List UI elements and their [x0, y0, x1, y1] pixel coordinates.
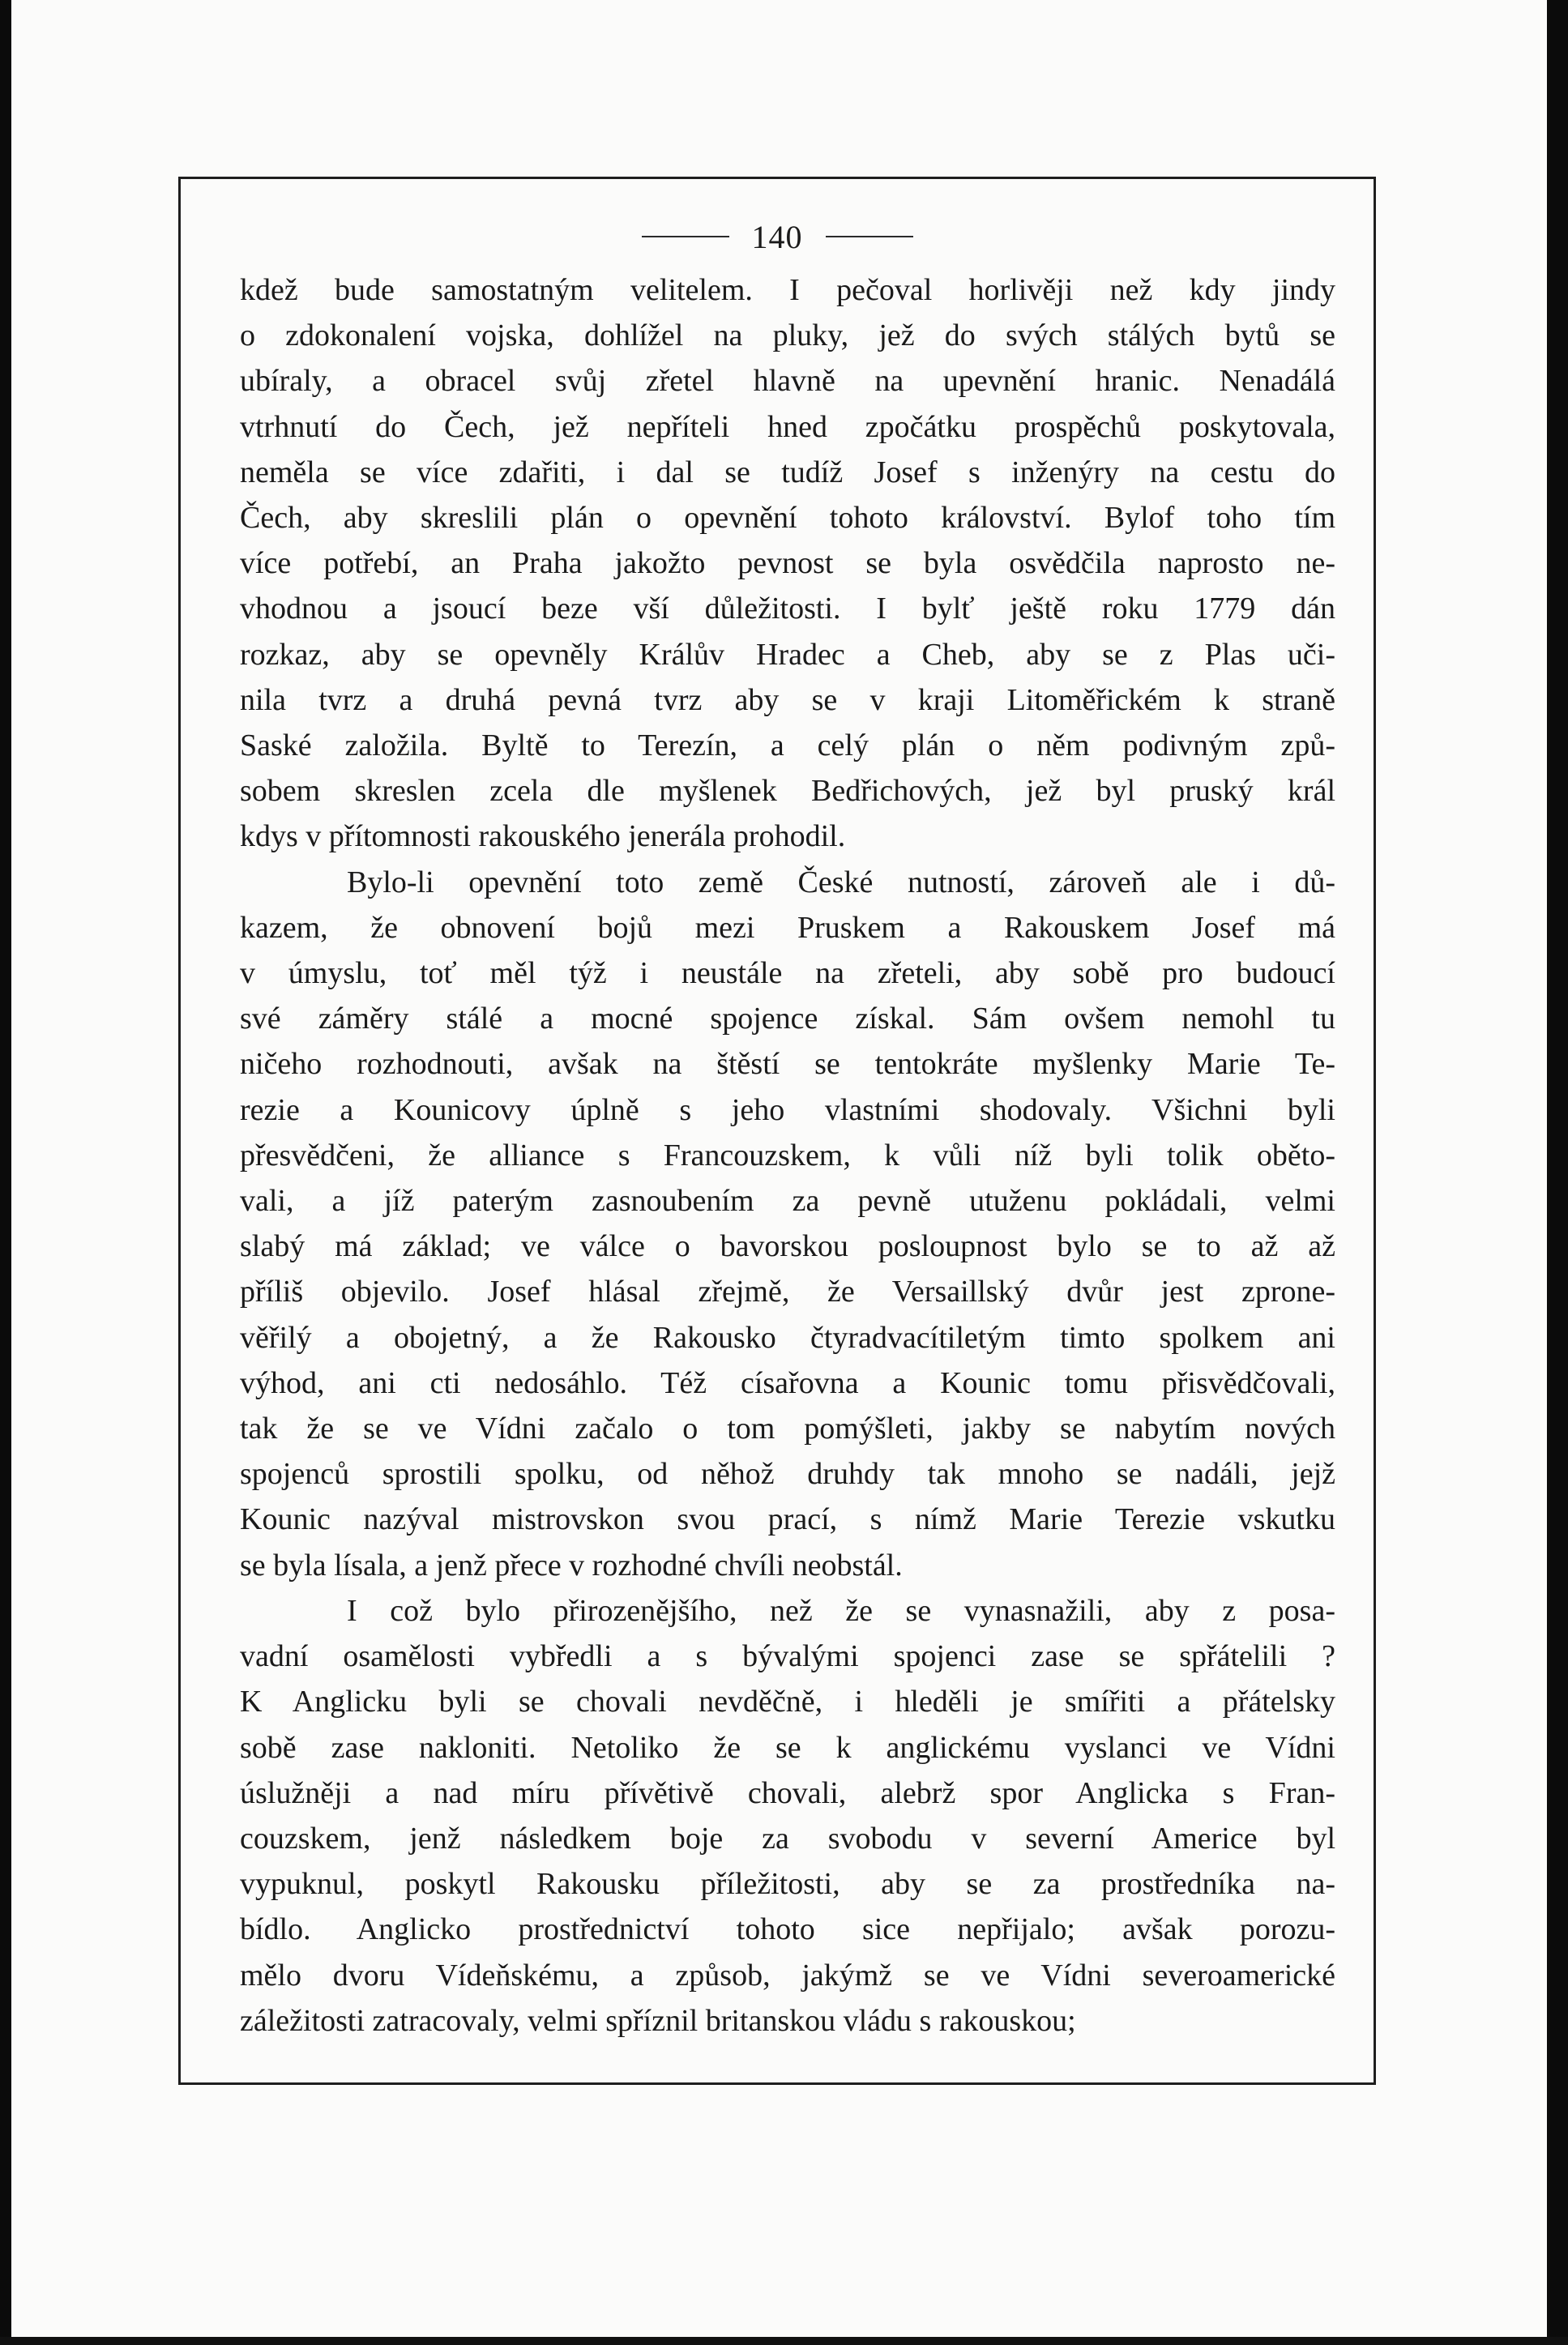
header-rule-right	[826, 236, 913, 237]
paragraph	[240, 1588, 1335, 2044]
text-line: Bylo-li opevnění toto země České nutností, zároveň ale i dů-	[347, 865, 1335, 899]
text-line: neměla se více zdařiti, i dal se tudíž Josef s inženýry na cestu do	[240, 455, 1335, 489]
scan-left-edge	[0, 0, 11, 2345]
text-line: sobě zase nakloniti. Netoliko že se k anglickému vyslanci ve Vídni	[240, 1730, 1335, 1765]
text-line: své záměry stálé a mocné spojence získal. Sám ovšem nemohl tu	[240, 1002, 1335, 1036]
text-line: rozkaz, aby se opevněly Králův Hradec a Cheb, aby se z Plas uči-	[240, 637, 1335, 672]
scan-bottom-edge	[0, 2337, 1568, 2345]
text-line: kdež bude samostatným velitelem. I pečoval horlivěji než kdy jindy	[240, 273, 1335, 307]
text-line: vadní osamělosti vybředli a s bývalými spojenci zase se spřátelili ?	[240, 1639, 1335, 1674]
text-line: ubíraly, a obracel svůj zřetel hlavně na upevnění hranic. Nenadálá	[240, 364, 1335, 399]
text-line: úslužněji a nad míru přívětivě chovali, alebrž spor Anglicka s Fran-	[240, 1775, 1335, 1810]
text-line: výhod, ani cti nedosáhlo. Též císařovna a Kounic tomu přisvědčovali,	[240, 1365, 1335, 1400]
text-line: K Anglicku byli se chovali nevděčně, i hleděli je smířiti a přátelsky	[240, 1685, 1335, 1719]
text-line: sobem skreslen zcela dle myšlenek Bedřichových, jež byl pruský král	[240, 774, 1335, 809]
text-line: Kounic nazýval mistrovskon svou prací, s nímž Marie Terezie vskutku	[240, 1502, 1335, 1537]
body-text	[240, 267, 1335, 2044]
text-line: vypuknul, poskytl Rakousku příležitosti, aby se za prostředníka na-	[240, 1867, 1335, 1902]
text-line: příliš objevilo. Josef hlásal zřejmě, že Versaillský dvůr jest zprone-	[240, 1275, 1335, 1309]
text-line: záležitosti zatracovaly, velmi spříznil britanskou vládu s rakouskou;	[240, 2003, 1076, 2038]
paragraph	[240, 860, 1335, 1588]
text-line: tak že se ve Vídni začalo o tom pomýšleti, jakby se nabytím nových	[240, 1412, 1335, 1446]
page-number: 140	[751, 218, 803, 255]
text-line: v úmyslu, toť měl týž i neustále na zřeteli, aby sobě pro budoucí	[240, 956, 1335, 991]
text-line: couzskem, jenž následkem boje za svobodu v severní Americe byl	[240, 1821, 1335, 1856]
text-line: vhodnou a jsoucí beze vší důležitosti. I bylť ještě roku 1779 dán	[240, 592, 1335, 626]
text-line: nila tvrz a druhá pevná tvrz aby se v kraji Litoměřickém k straně	[240, 682, 1335, 717]
text-line: I což bylo přirozenějšího, než že se vynasnažili, aby z posa-	[347, 1593, 1335, 1628]
text-line: vtrhnutí do Čech, jež nepříteli hned zpočátku prospěchů poskytovala,	[240, 409, 1335, 444]
text-line: vali, a jíž paterým zasnoubením za pevně utuženu pokládali, velmi	[240, 1184, 1335, 1219]
text-line: kazem, že obnovení bojů mezi Pruskem a Rakouskem Josef má	[240, 910, 1335, 945]
text-line: bídlo. Anglicko prostřednictví tohoto sice nepřijalo; avšak porozu-	[240, 1912, 1335, 1947]
text-line: přesvědčeni, že alliance s Francouzskem, k vůli níž byli tolik obětо-	[240, 1138, 1335, 1172]
text-line: Čech, aby skreslili plán o opevnění tohoto království. Bylof toho tím	[240, 501, 1335, 536]
text-line: více potřebí, an Praha jakožto pevnost se byla osvědčila naprosto ne-	[240, 546, 1335, 581]
text-line: věřilý a obojetný, a že Rakousko čtyradvacítiletým timto spolkem ani	[240, 1320, 1335, 1355]
text-line: slabý má základ; ve válce o bavorskou posloupnost bylo se to až až	[240, 1229, 1335, 1264]
text-line: mělo dvoru Vídeňskému, a způsob, jakýmž se ve Vídni severoamerické	[240, 1958, 1335, 1993]
text-line: spojenců sprostili spolku, od něhož druhdy tak mnoho se nadáli, jejž	[240, 1457, 1335, 1492]
text-line: Saské založila. Byltě to Terezín, a celý plán o něm podivným způ-	[240, 728, 1335, 763]
paragraph	[240, 267, 1335, 860]
scan-right-edge	[1547, 0, 1568, 2345]
page-header	[178, 212, 1376, 261]
text-line: rezie a Kounicovy úplně s jeho vlastními shodovaly. Všichni byli	[240, 1092, 1335, 1127]
text-line: o zdokonalení vojska, dohlížel na pluky, jež do svých stálých bytů se	[240, 318, 1335, 353]
header-rule-left	[642, 236, 729, 237]
text-line: ničeho rozhodnouti, avšak na štěstí se tentokráte myšlenky Marie Te-	[240, 1047, 1335, 1082]
text-line: se byla lísala, a jenž přece v rozhodné chvíli neobstál.	[240, 1548, 903, 1583]
text-line: kdys v přítomnosti rakouského jenerála prohodil.	[240, 819, 846, 854]
